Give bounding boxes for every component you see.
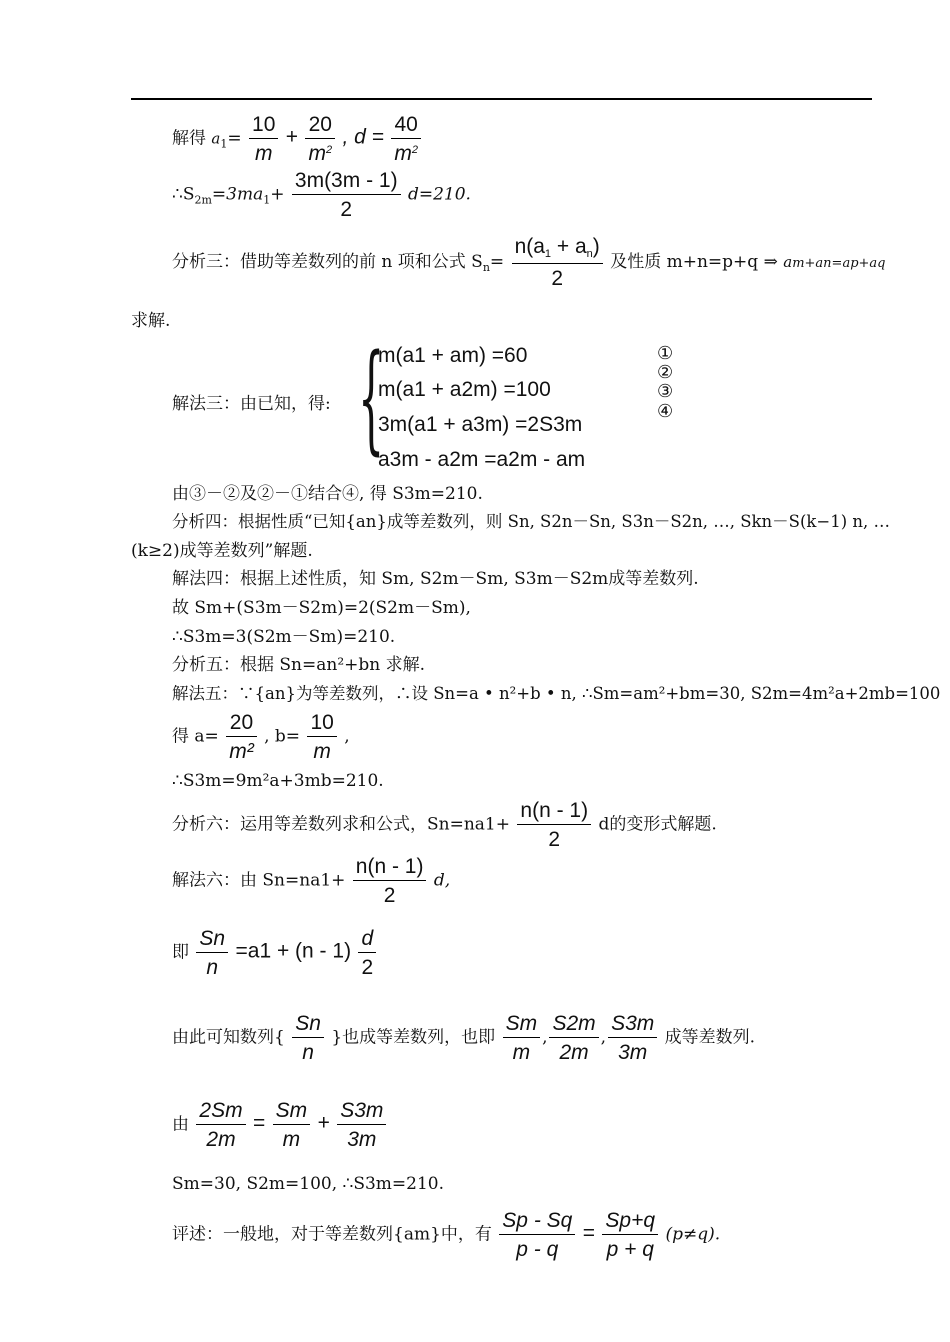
fraction: $\frac{Sn}{n}$ xyxy=(196,928,228,978)
summary-comment: 评述：一般地，对于等差数列{am}中，有 $\frac{Sp - Sq}{p - q}$ = $\frac{Sp+q}{p + q}$ (p≠q). xyxy=(172,1209,721,1261)
header-rule xyxy=(131,98,872,100)
sub: 1 xyxy=(220,137,228,151)
solution-five-values: 得 a= $\frac{20}{\text{m²}}$ , b= $\frac{10}{m}$ , xyxy=(172,711,350,763)
fraction: $\frac{2Sm}{2m}$ xyxy=(196,1100,245,1150)
fraction: $\frac{n(n - 1)}{2}$ xyxy=(517,800,591,850)
text-line: (k≥2)成等差数列”解题. xyxy=(131,541,313,561)
circle-1-label: ① xyxy=(657,343,674,364)
fraction: $\frac{S3m}{3m}$ xyxy=(337,1100,386,1150)
fraction: $\frac{d}{2}$ xyxy=(358,928,376,978)
analysis-three: 分析三：借助等差数列的前 n 项和公式 $S_n=$ $\frac{n(a_1 + a_n)}{2}$ 及性质 m+n=p+q ⇒ am+an=ap+aq xyxy=(172,235,886,290)
fraction: $\frac{40}{m^2}$ xyxy=(391,114,421,164)
circle-4-label: ④ xyxy=(657,401,674,422)
text: 解得 xyxy=(172,128,206,149)
equation-sn-over-n: 即 $\frac{Sn}{n}$ =a1 + (n - 1) $\frac{d}{2}$ xyxy=(172,928,378,978)
text-line: Sm=30, S2m=100, ∴S3m=210. xyxy=(172,1174,445,1194)
equation-4: a3m - a2m =a2m - am xyxy=(378,448,586,471)
equation-2sm: 由 $\frac{2Sm}{2m}$ = $\frac{Sm}{m}$ + $\frac{S3m}{3m}$ xyxy=(172,1100,388,1150)
analysis-five: 分析五：根据 Sn=an²+bn 求解. xyxy=(172,655,426,675)
solution-five: 解法五：∵{an}为等差数列，∴设 Sn=a • n²+b • n, ∴Sm=am²+bm=30, S2m=4m²a+2mb=100 xyxy=(172,684,941,703)
fraction: $\frac{20}{m^2}$ xyxy=(305,114,335,164)
fraction: $\frac{S3m}{3m}$ xyxy=(608,1013,657,1063)
eq: = xyxy=(227,128,242,149)
left-brace: { xyxy=(358,328,385,466)
sequence-conclusion: 由此可知数列{ $\frac{Sn}{n}$ }也成等差数列，也即 $\frac{Sm}{m}$ , $\frac{S2m}{2m}$ , $\frac{S3m}{3m}$ 成等差数列. xyxy=(172,1012,756,1064)
text-line: 由③－②及②－①结合④, 得 S3m=210. xyxy=(172,484,483,504)
text-line: 故 Sm+(S3m－S2m)=2(S2m－Sm), xyxy=(172,598,471,618)
fraction: $\frac{n(a_1 + a_n)}{2}$ xyxy=(512,236,603,289)
var-a: a xyxy=(211,129,221,148)
implies-arrow: ⇒ xyxy=(763,252,778,272)
text-line: 求解. xyxy=(131,311,171,331)
fraction: $\frac{10}{m}$ xyxy=(307,712,336,762)
solution-four: 解法四：根据上述性质，知 Sm, S2m－Sm, S3m－S2m成等差数列. xyxy=(172,569,699,589)
fraction: $\frac{Sp - Sq}{p - q}$ xyxy=(499,1210,575,1260)
fraction: $\frac{10}{m}$ xyxy=(249,114,278,164)
solution-line-a1-d: 解得 $a_1=$ $\frac{10}{m}$ + $\frac{20}{m^2}$ , d = $\frac{40}{m^2}$ xyxy=(172,114,423,164)
fraction: $\frac{20}{\text{m²}}$ xyxy=(226,712,257,762)
analysis-four: 分析四：根据性质“已知{an}成等差数列，则 Sn, S2n－Sn, S3n－S2n, …, Skn－S(k−1) n, … xyxy=(172,512,891,531)
equation-2: m(a1 + a2m) =100 xyxy=(378,378,551,401)
circle-2-label: ② xyxy=(657,362,674,383)
equation-3: 3m(a1 + a3m) =2S3m xyxy=(378,413,583,436)
fraction: $\frac{n(n - 1)}{2}$ xyxy=(353,856,427,906)
fraction: $\frac{S2m}{2m}$ xyxy=(549,1013,598,1063)
text-line: ∴S3m=3(S2m－Sm)=210. xyxy=(172,627,396,647)
equation-1: m(a1 + am) =60 xyxy=(378,344,528,367)
solution-line-s2m: $\therefore S_{2m}=3ma_1+$ $\frac{3m(3m - 1)}{2}$ d=210. xyxy=(172,169,471,221)
circle-3-label: ③ xyxy=(657,381,674,402)
fraction: $\frac{3m(3m - 1)}{2}$ xyxy=(292,170,401,220)
solution-six: 解法六：由 Sn=na1+ $\frac{n(n - 1)}{2}$ d, xyxy=(172,855,451,907)
fraction: $\frac{Sm}{m}$ xyxy=(503,1013,541,1063)
text-line: ∴S3m=9m²a+3mb=210. xyxy=(172,771,384,791)
fraction: $\frac{Sm}{m}$ xyxy=(273,1100,311,1150)
fraction: $\frac{Sn}{n}$ xyxy=(292,1013,324,1063)
analysis-six: 分析六：运用等差数列求和公式，Sn=na1+ $\frac{n(n - 1)}{2}$ d的变形式解题. xyxy=(172,799,717,851)
solution-three-prefix: 解法三：由已知，得: xyxy=(172,394,331,414)
fraction: $\frac{Sp+q}{p + q}$ xyxy=(602,1210,658,1260)
